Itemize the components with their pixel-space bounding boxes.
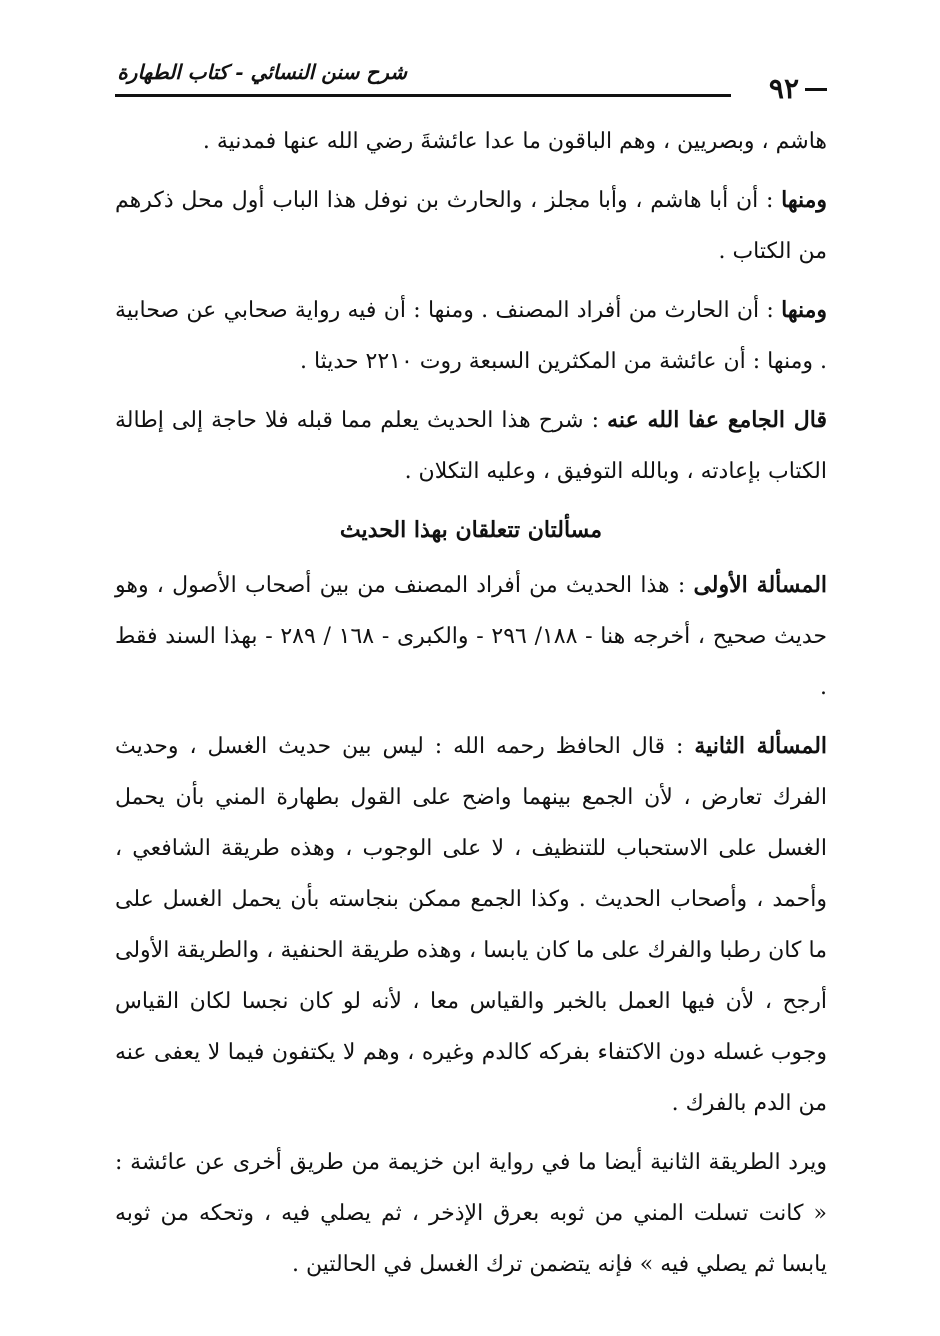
closing-paragraph <box>115 1137 827 1290</box>
question-text: : قال الحافظ رحمه الله : ليس بين حديث الغسل ، وحديث الفرك تعارض ، لأن الجمع بينهما واضح على القول بطهارة المني بأن يحمل الغسل على الاستحباب للتنظيف ، لا على الوجوب ، وهذه طريقة الشافعي ، وأحمد ، وأصحاب الحديث . وكذا الجمع ممكن بنجاسته بأن يحمل الغسل على ما كان رطبا والفرك على ما كان يابسا ، وهذه طريقة الحنفية ، والطريقة الأولى أرجح ، لأن فيها العمل بالخبر والقياس معا ، لأنه لو كان نجسا لكان القياس وجوب غسله دون الاكتفاء بفركه كالدم وغيره ، وهم لا يكتفون فيما لا يعفى عنه من الدم بالفرك . <box>115 734 827 1116</box>
header-rule <box>115 94 731 97</box>
paragraph-text: : أن أبا هاشم ، وأبا مجلز ، والحارث بن نوفل هذا الباب أول محل ذكرهم من الكتاب . <box>115 188 827 264</box>
paragraph <box>115 285 827 387</box>
paragraph <box>115 395 827 497</box>
closing-text: ويرد الطريقة الثانية أيضا ما في رواية ابن خزيمة من طريق أخرى عن عائشة : « كانت تسلت المني من ثوبه بعرق الإذخر ، ثم يصلي فيه ، وتحكه من ثوبه يابسا ثم يصلي فيه » فإنه يتضمن ترك الغسل في الحالتين . <box>115 1150 827 1277</box>
paragraph-text: : شرح هذا الحديث يعلم مما قبله فلا حاجة إلى إطالة الكتاب بإعادته ، وبالله التوفيق ، وعليه التكلان . <box>115 408 827 484</box>
header-dash <box>805 88 827 91</box>
question-paragraph <box>115 560 827 713</box>
paragraph-text: : أن الحارث من أفراد المصنف . ومنها : أن فيه رواية صحابي عن صحابية . ومنها : أن عائشة من المكثرين السبعة روت ٢٢١٠ حديثا . <box>115 298 827 374</box>
paragraph <box>115 175 827 277</box>
question-text: : هذا الحديث من أفراد المصنف من بين أصحاب الأصول ، وهو حديث صحيح ، أخرجه هنا - ١٨٨/ ٢٩٦ - والكبرى - ١٦٨ / ٢٨٩ - بهذا السند فقط . <box>115 573 828 700</box>
section-heading: مسألتان تتعلقان بهذا الحديث <box>339 517 603 543</box>
book-page <box>115 58 827 1298</box>
paragraph-lead: قال الجامع عفا الله عنه <box>607 407 827 433</box>
question-lead: المسألة الأولى <box>693 572 828 598</box>
paragraph-text: هاشم ، وبصريين ، وهم الباقون ما عدا عائشةَ رضي الله عنها فمدنية . <box>202 129 827 154</box>
paragraph-lead: ومنها <box>781 187 827 213</box>
question-paragraph <box>115 721 827 1129</box>
question-lead: المسألة الثانية <box>694 733 828 759</box>
page-number: ٩٢ <box>768 72 799 105</box>
paragraph-lead: ومنها <box>781 297 827 323</box>
page-body <box>115 116 827 1290</box>
paragraph <box>115 116 827 167</box>
running-title: شرح سنن النسائي - كتاب الطهارة <box>117 60 407 84</box>
page-header <box>115 58 827 105</box>
